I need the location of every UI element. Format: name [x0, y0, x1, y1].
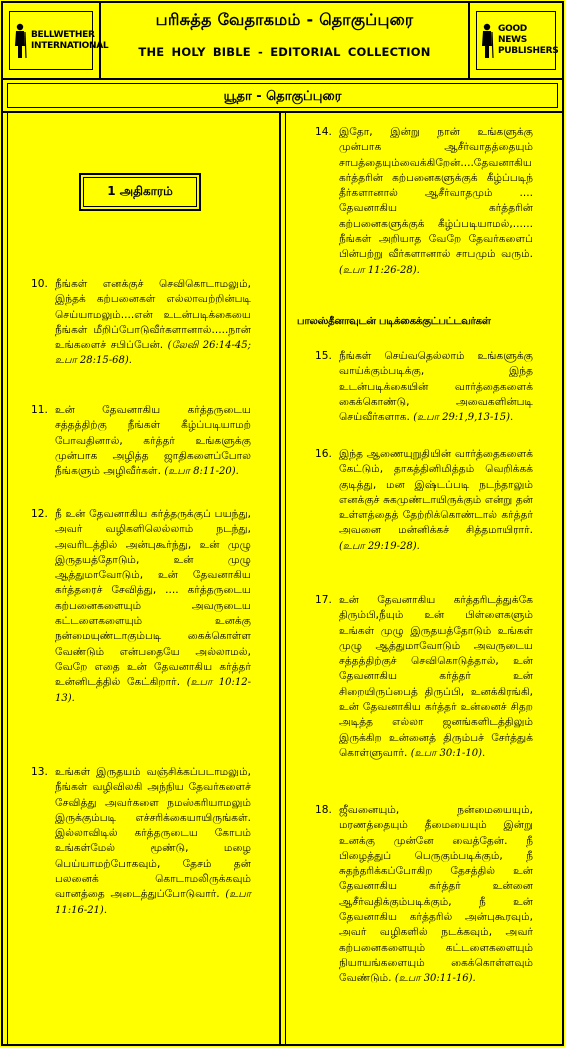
header [3, 3, 562, 80]
right-column-rule [285, 113, 286, 1046]
section-heading: பாலஸ்தீனாவுடன் படிக்கைக்குட்பட்டவர்கள் [297, 316, 491, 327]
verse-18 [315, 803, 533, 987]
header-title-tamil: பரிசுத்த வேதாகமம் - தொகுப்புரை [155, 10, 414, 29]
shepherd-icon [479, 22, 495, 60]
verse-reference: (உபா 8:11-20). [164, 466, 239, 478]
verse-reference: (லேவி 26:14-45; உபா 28:15-68). [55, 340, 251, 367]
chapter-box [79, 173, 201, 211]
verse-number: 13. [31, 766, 48, 778]
verse-11 [31, 403, 251, 479]
verse-text: நீ உன் தேவனாகிய கர்த்தருக்குப் பயந்து, அவர் வழிகளிலெல்லாம் நடந்து, அவரிடத்தில் அன்புகூர்ந்து, உன் முழு இருதயத்தோடும், உன் முழு ஆத்துமாவோடும், உன் தேவனாகிய கர்த்தரைச் சேவித்து, .... கர்த்தருடைய கற்பனைகளையும் அவருடைய கட்டளைகளையும் உனக்கு நன்மையுண்டாகும்படி கைக்கொள்ள வேண்டும் என்பதையே அல்லாமல், வேறே எதை உன் தேவனாகிய கர்த்தர் உன்னிடத்தில் கேட்கிறார். [55, 508, 251, 689]
verse-number: 14. [315, 126, 332, 138]
verse-text: இதோ, இன்று நான் உங்களுக்கு முன்பாக ஆசீர்வாதத்தையும் சாபத்தையும்வைக்கிறேன்....தேவனாகிய கர்த்தரின் கற்பனைகளுக்குக் கீழ்ப்படிந் தீர்களானால் ஆசீர்வாதமும் .... தேவனாகிய கர்த்தரின் கற்பனைகளுக்குக் கீழ்ப்படியாமல்,...... நீங்கள் அறியாத வேறே தேவர்களைப் பின்பற்று வீர்களானால் சாபமும் வரும். [339, 126, 533, 261]
left-logo [9, 11, 109, 70]
verse-text: இந்த ஆணையுறுதியின் வார்த்தைகளைக் கேட்டும், தாகத்தினிமித்தம் வெறிக்கக் குடித்து, மன இஷ்டப்படி நடந்தாலும் எனக்குச் சுகமுண்டாயிருக்கும் என்று தன் உள்ளத்தைத் தேற்றிக்கொண்டால் கர்த்தர் அவனை மன்னிக்கச் சித்தமாயிரார். [339, 448, 533, 537]
header-title-block [101, 3, 468, 78]
verse-text: உன் தேவனாகிய கர்த்தருடைய சத்தத்திற்கு நீங்கள் கீழ்ப்படியாமற் போவதினால், கர்த்தர் உங்களுக்கு முன்பாக அழித்த ஜாதிகளைப்போல நீங்களும் அழிவீர்கள். [55, 404, 251, 478]
chapter-label: 1 அதிகாரம் [107, 184, 173, 198]
verse-number: 15. [315, 350, 332, 362]
verse-reference: (உபா 10:12-13). [55, 677, 251, 704]
verse-text: ஜீவனையும், நன்மையையும், மரணத்தையும் தீமையையும் இன்று உனக்கு முன்னே வைத்தேன். நீ பிழைத்துப் பெருகும்படிக்கும், நீ சுதந்தரிக்கப்போகிற தேசத்தில் உன் தேவனாகிய கர்த்தர் உன்னை ஆசீர்வதிக்கும்படிக்கும், நீ உன் தேவனாகிய கர்த்தரில் அன்புகூரவும், அவர் வழிகளில் நடக்கவும், அவர் கற்பனைகளையும் கட்டளைகளையும் நியாயங்களையும் கைக்கொள்ளவும் வேண்டும். [339, 804, 533, 985]
right-logo-text: GOOD NEWS PUBLISHERS [498, 24, 559, 56]
verse-number: 17. [315, 594, 332, 606]
verse-number: 10. [31, 278, 48, 290]
verse-reference: (உபா 30:11-16). [394, 973, 476, 985]
left-column [3, 113, 281, 1046]
verse-16 [315, 447, 533, 554]
verse-10 [31, 277, 251, 369]
verse-text: உன் தேவனாகிய கர்த்தரிடத்துக்கே திரும்பி,நீயும் உன் பிள்ளைகளும் உங்கள் முழு இருதயத்தோடும் உங்கள் முழு ஆத்துமாவோடும் அவருடைய சத்தத்திற்குச் செவிகொடுத்தால், உன் தேவனாகிய கர்த்தர் உன் சிறையிருப்பைத் திருப்பி, உனக்கிரங்கி, உன் தேவனாகிய கர்த்தர் உன்னைச் சிதற அடித்த எல்லா ஜனங்களிடத்திலும் இருக்கிற உன்னைத் திரும்பச் சேர்த்துக் கொள்ளுவார். [339, 594, 533, 759]
verse-reference: (உபா 11:26-28). [339, 264, 420, 276]
verse-number: 18. [315, 804, 332, 816]
verse-number: 16. [315, 448, 332, 460]
left-logo-box [3, 3, 109, 78]
verse-17 [315, 593, 533, 761]
left-column-rule [7, 113, 8, 1046]
verse-15 [315, 349, 533, 425]
verse-14 [315, 125, 533, 278]
shepherd-icon [12, 22, 28, 60]
verse-reference: (உபா 30:1-10). [410, 747, 486, 759]
verse-text: நீங்கள் எனக்குச் செவிகொடாமலும், இந்தக் கற்பனைகள் எல்லாவற்றின்படி செய்யாமலும்....என் உடன்படிக்கையை நீங்கள் மீறிப்போடுவீர்களானால்.....நான் உங்களைச் சபிப்பேன். [55, 278, 251, 352]
page-subtitle: யூதா - தொகுப்புரை [223, 89, 342, 104]
verse-reference: (உபா 29:19-28). [339, 540, 420, 552]
verse-12 [31, 507, 251, 706]
verse-reference: (உபா 29:1,9,13-15). [413, 412, 514, 424]
verse-number: 12. [31, 508, 48, 520]
right-column [283, 113, 562, 1046]
verse-reference: (உபா 11:16-21). [55, 889, 252, 916]
page-frame [1, 1, 564, 1046]
verse-text: உங்கள் இருதயம் வஞ்சிக்கப்படாமலும், நீங்கள் வழிவிலகி அந்நிய தேவர்களைச் சேவித்து அவர்களை நமஸ்கரியாமலும் இருக்கும்படி எச்சரிக்கையாயிருங்கள். இல்லாவிடில் கர்த்தருடைய கோபம் உங்கள்மேல் மூண்டு, மழை பெய்யாமற்போகவும், தேசம் தன் பலனைக் கொடாமலிருக்கவும் வானத்தை அடைத்துப்போடுவார். [55, 766, 251, 901]
verse-number: 11. [31, 404, 48, 416]
content-columns [3, 113, 562, 1046]
header-title-english: THE HOLY BIBLE - EDITORIAL COLLECTION [138, 45, 431, 59]
right-logo-box [468, 3, 562, 78]
left-logo-text: BELLWETHER INTERNATIONAL [31, 29, 109, 51]
subtitle-bar [3, 80, 562, 113]
verse-13 [31, 765, 252, 918]
right-logo [476, 11, 559, 70]
verse-text: நீங்கள் செய்வதெல்லாம் உங்களுக்கு வாய்க்கும்படிக்கு, இந்த உடன்படிக்கையின் வார்த்தைகளைக் கைக்கொண்டு, அவைகளின்படி செய்வீர்களாக. [339, 350, 533, 424]
subtitle-box [7, 83, 558, 108]
